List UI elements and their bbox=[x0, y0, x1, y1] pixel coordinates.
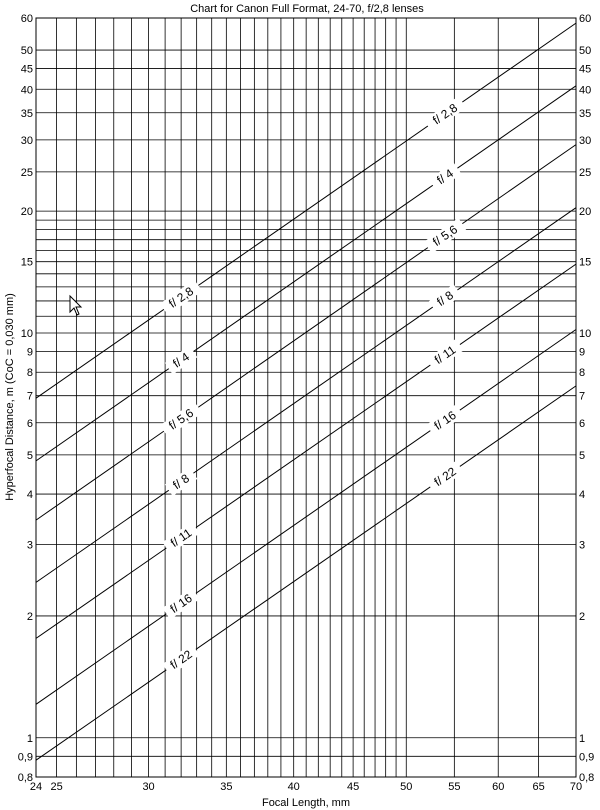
curve-label bbox=[429, 284, 462, 313]
x-tick-label: 25 bbox=[50, 781, 63, 793]
curve-label-text: f/ 22 bbox=[431, 464, 459, 490]
y-tick-label-left: 4 bbox=[26, 489, 33, 502]
y-tick-label-right: 9 bbox=[579, 346, 586, 359]
y-tick-label-right: 0,9 bbox=[579, 751, 595, 764]
x-tick-label: 30 bbox=[142, 781, 155, 793]
y-tick-label-right: 2 bbox=[579, 610, 586, 623]
y-tick-label-left: 40 bbox=[20, 84, 33, 97]
curve-label-text: f/ 5,6 bbox=[166, 405, 197, 433]
y-tick-label-left: 15 bbox=[20, 256, 33, 269]
y-tick-label-left: 6 bbox=[26, 417, 33, 430]
y-tick-label-left: 45 bbox=[20, 63, 33, 76]
x-tick-label: 65 bbox=[532, 781, 545, 793]
y-tick-label-right: 25 bbox=[579, 166, 592, 179]
y-tick-label-left: 60 bbox=[20, 13, 33, 25]
x-tick-label: 40 bbox=[287, 781, 300, 793]
y-tick-label-left: 5 bbox=[26, 449, 33, 462]
y-tick-label-left: 20 bbox=[20, 206, 33, 219]
y-tick-label-right: 4 bbox=[579, 489, 586, 502]
y-tick-label-right: 5 bbox=[579, 449, 586, 462]
y-tick-label-right: 35 bbox=[579, 107, 592, 120]
y-tick-label-right: 3 bbox=[579, 539, 586, 552]
curve-label-text: f/ 4 bbox=[434, 166, 456, 188]
y-tick-label-right: 1 bbox=[579, 732, 586, 745]
curve-label-text: f/ 4 bbox=[170, 349, 192, 371]
y-tick-label-right: 50 bbox=[579, 45, 592, 58]
mouse-cursor-icon bbox=[70, 296, 81, 315]
curve-label bbox=[426, 339, 464, 371]
y-tick-label-left: 50 bbox=[20, 45, 33, 58]
curve-label bbox=[426, 461, 464, 493]
curve-label bbox=[424, 96, 466, 131]
x-tick-label: 35 bbox=[220, 781, 233, 793]
x-tick-label: 55 bbox=[448, 781, 461, 793]
grid bbox=[36, 18, 576, 777]
y-tick-label-right: 0,8 bbox=[579, 772, 595, 784]
y-tick-label-right: 15 bbox=[579, 256, 592, 269]
y-axis-label: Hyperfocal Distance, m (CoC = 0,030 mm) bbox=[4, 293, 16, 501]
y-tick-label-left: 1 bbox=[26, 732, 33, 745]
y-tick-label-right: 60 bbox=[579, 13, 592, 25]
curve-label-text: f/ 2,8 bbox=[430, 100, 461, 128]
y-tick-label-left: 2 bbox=[26, 610, 33, 623]
curve-label-text: f/ 2,8 bbox=[166, 284, 197, 311]
y-tick-label-left: 8 bbox=[26, 367, 33, 380]
y-tick-label-left: 7 bbox=[26, 390, 33, 403]
y-tick-label-right: 40 bbox=[579, 84, 592, 97]
x-tick-label: 60 bbox=[492, 781, 505, 793]
y-tick-label-right: 7 bbox=[579, 390, 586, 403]
x-axis-label: Focal Length, mm bbox=[261, 797, 351, 809]
curve-label-text: f/ 16 bbox=[167, 591, 195, 616]
x-tick-label: 50 bbox=[400, 781, 413, 793]
y-tick-label-left: 3 bbox=[26, 539, 33, 552]
y-tick-label-right: 20 bbox=[579, 206, 592, 219]
y-tick-label-right: 10 bbox=[579, 327, 592, 340]
curve-label-text: f/ 11 bbox=[167, 525, 195, 550]
y-tick-label-left: 30 bbox=[20, 134, 33, 147]
y-tick-label-left: 25 bbox=[20, 166, 33, 179]
curve-label-text: f/ 11 bbox=[431, 342, 459, 367]
curve-label-text: f/ 8 bbox=[434, 287, 456, 310]
y-tick-label-right: 6 bbox=[579, 417, 586, 430]
curve-labels bbox=[160, 96, 466, 675]
y-tick-label-left: 10 bbox=[20, 327, 33, 340]
y-tick-label-left: 0,8 bbox=[17, 772, 33, 784]
curve-label-text: f/ 8 bbox=[170, 471, 192, 493]
y-tick-label-right: 30 bbox=[579, 134, 592, 147]
curve-label-text: f/ 22 bbox=[167, 647, 195, 673]
x-tick-label: 70 bbox=[569, 781, 583, 793]
curve-label-text: f/ 16 bbox=[431, 407, 459, 433]
curve-label bbox=[424, 218, 466, 253]
curve-label bbox=[429, 162, 462, 191]
y-tick-label-left: 0,9 bbox=[17, 751, 33, 764]
y-tick-label-left: 9 bbox=[26, 346, 33, 359]
chart-title: Chart for Canon Full Format, 24-70, f/2,8 lenses bbox=[190, 3, 424, 15]
curve-label-text: f/ 5,6 bbox=[430, 222, 461, 249]
y-tick-label-right: 8 bbox=[579, 367, 586, 380]
x-tick-label: 45 bbox=[346, 781, 360, 793]
x-tick-label: 24 bbox=[29, 781, 43, 793]
y-tick-label-left: 35 bbox=[20, 107, 33, 120]
y-tick-label-right: 45 bbox=[579, 63, 592, 76]
curve-label bbox=[426, 404, 464, 436]
